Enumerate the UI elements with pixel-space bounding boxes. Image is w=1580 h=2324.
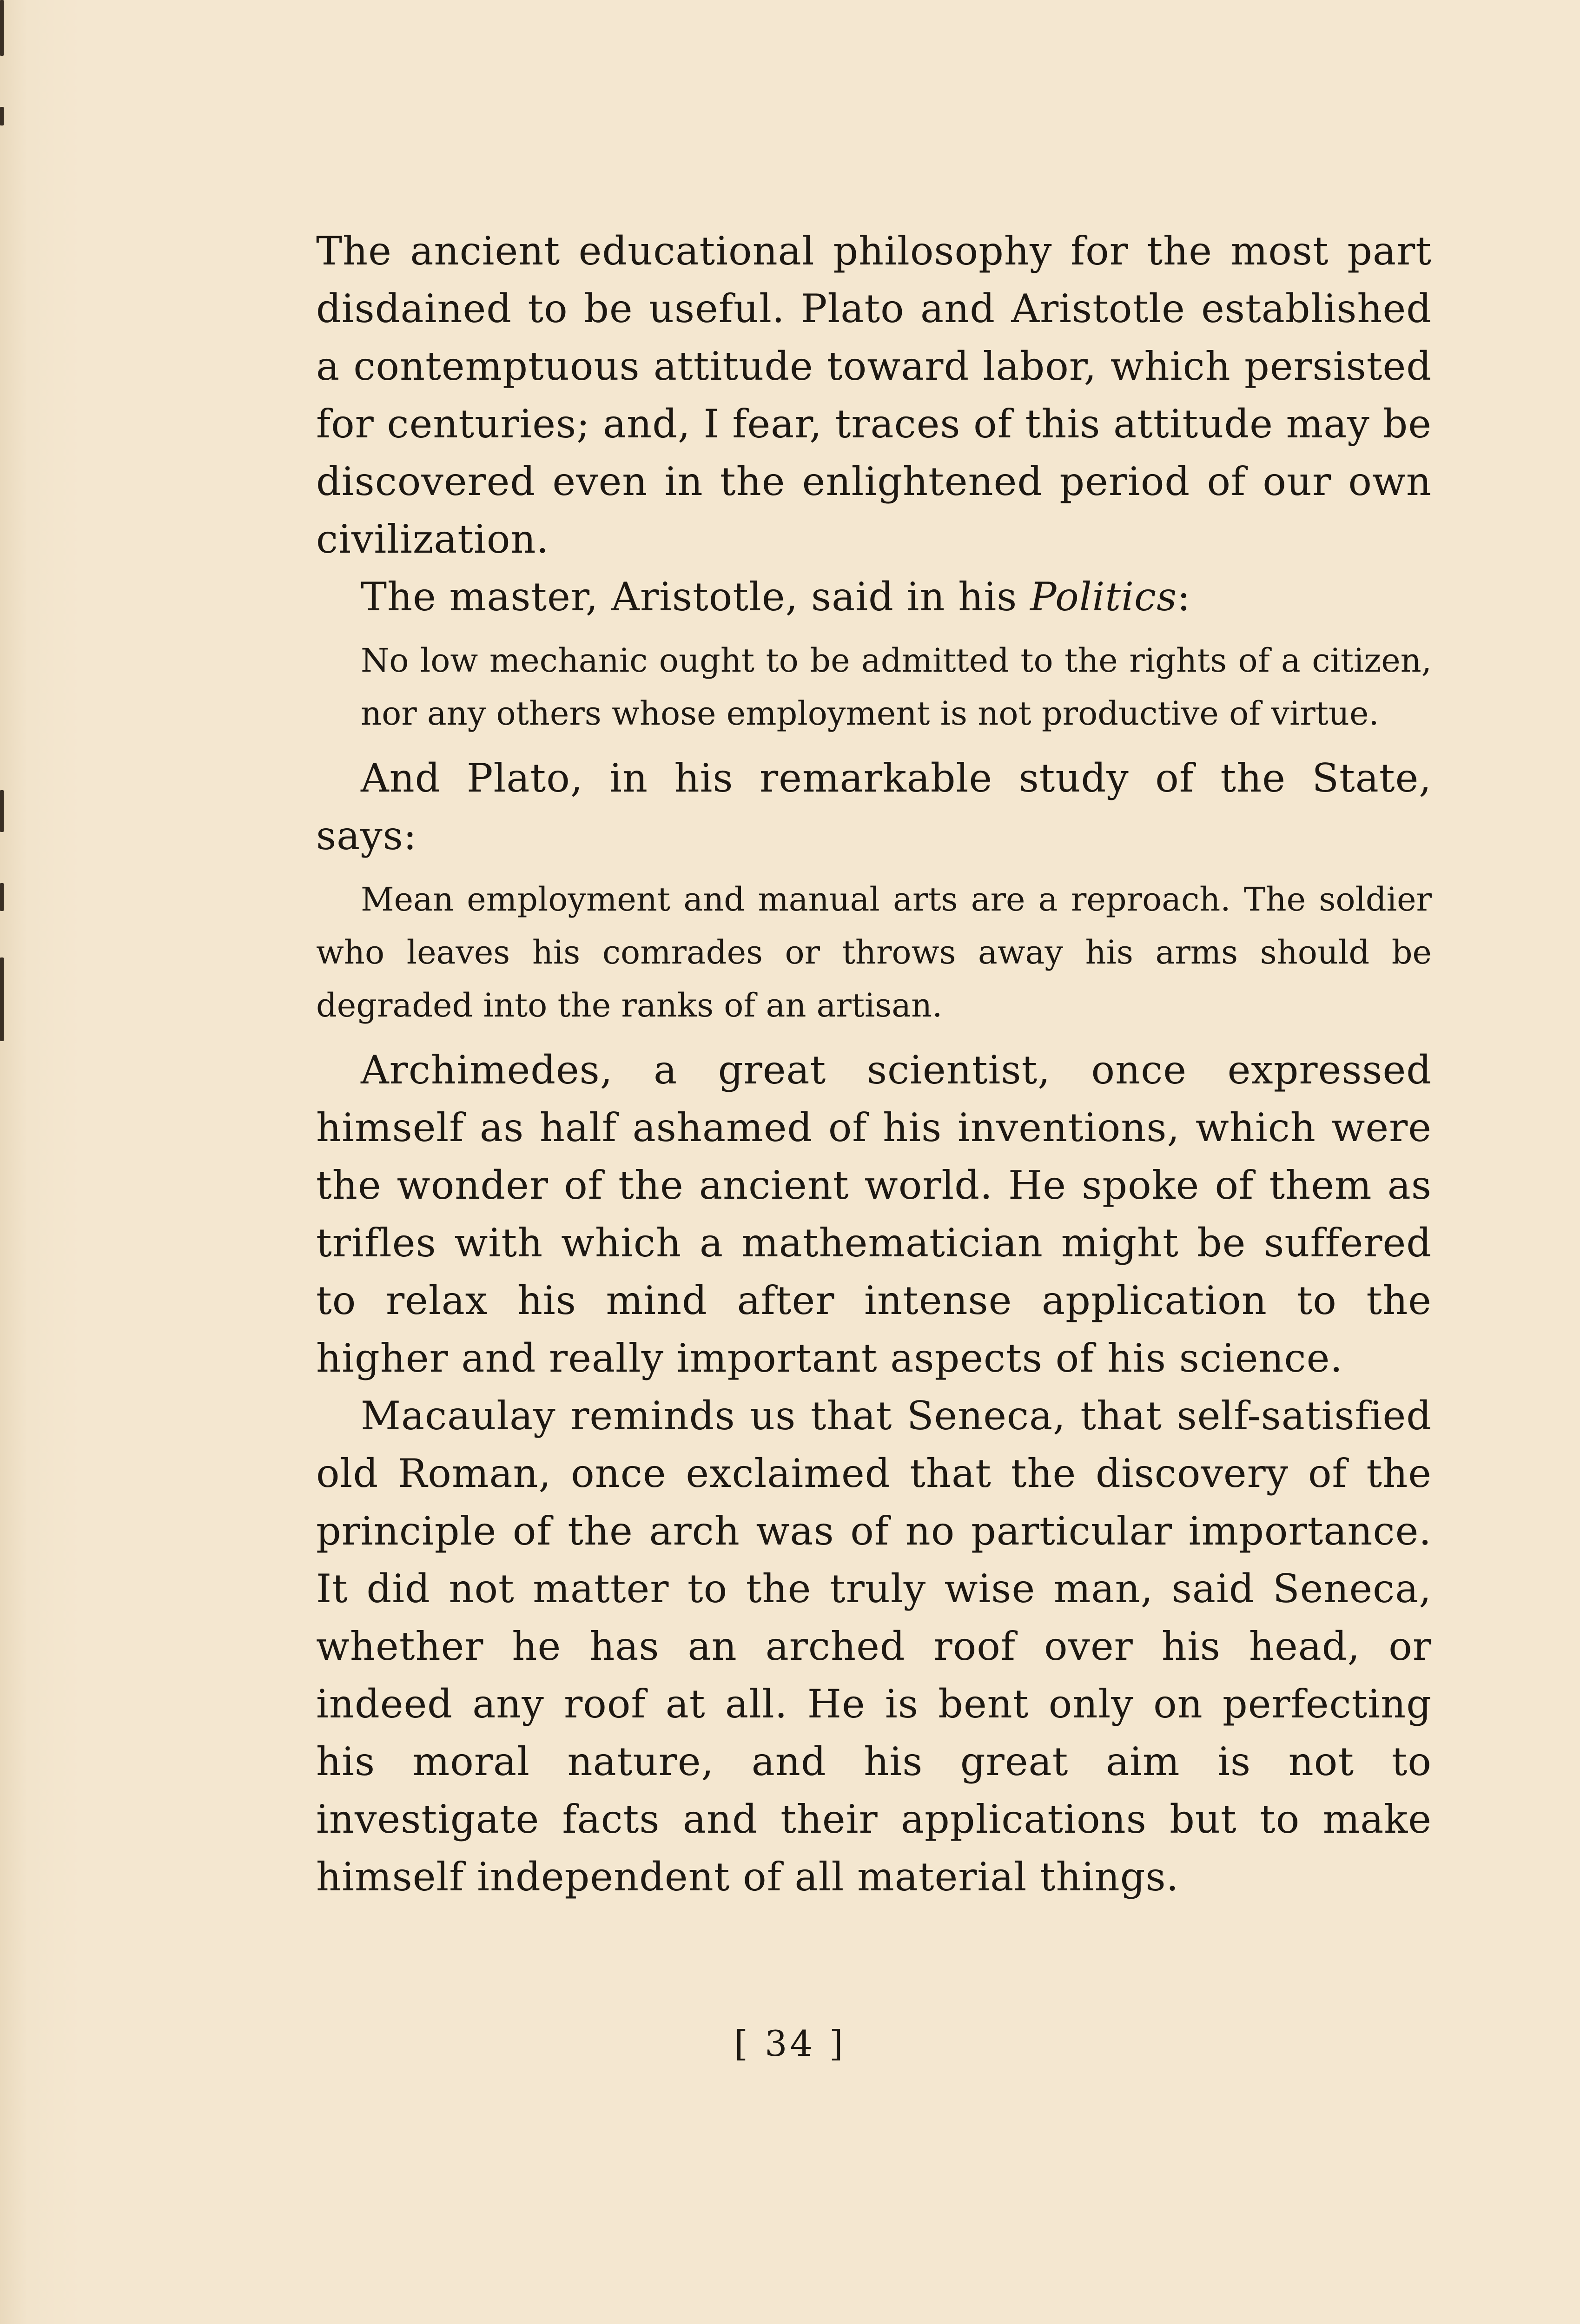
paragraph-plato-intro: And Plato, in his remarkable study of the State, says: bbox=[316, 755, 1432, 858]
page-edge-mark bbox=[0, 0, 4, 56]
aristotle-intro-colon: : bbox=[1177, 574, 1191, 620]
page-number: [ 34 ] bbox=[734, 2023, 846, 2064]
page-edge-mark bbox=[0, 883, 4, 911]
paragraph-archimedes: Archimedes, a great scientist, once expressed himself as half ashamed of his inventions, which were the wonder of the ancient world. He spoke of them as trifles with which a mathematician might be suffered to relax his mind after intense application to the higher and really important aspects of his science. bbox=[316, 1047, 1432, 1381]
plato-quote: Mean employment and manual arts are a reproach. The soldier who leaves his comrades or throws away his arms should be degraded into the ranks of an artisan. bbox=[316, 880, 1432, 1024]
page-edge-mark bbox=[0, 107, 4, 125]
paragraph-aristotle-intro bbox=[316, 568, 1432, 626]
paragraph-seneca: Macaulay reminds us that Seneca, that self-satisfied old Roman, once exclaimed that the discovery of the principle of the arch was of no particular importance. It did not matter to the truly wise man, said Seneca, whether he has an arched roof over his head, or indeed any roof at all. He is bent only on perfecting his moral nature, and his great aim is not to investigate facts and their applications but to make himself independent of all material things. bbox=[316, 1393, 1432, 1900]
page-edge-mark bbox=[0, 790, 4, 832]
aristotle-intro-text: The master, Aristotle, said in his bbox=[361, 574, 1030, 620]
politics-title: Politics bbox=[1030, 574, 1177, 620]
body-text bbox=[316, 222, 1432, 1906]
paragraph-ancient-philosophy: The ancient educational philosophy for the most part disdained to be useful. Plato and Aristotle established a contemptuous attitude toward labor, which persisted for centuries; and, I fear, traces of this attitude may be discovered even in the enlightened period of our own civilization. bbox=[316, 228, 1432, 562]
aristotle-quote: No low mechanic ought to be admitted to the rights of a citizen, nor any others whose employment is not productive of virtue. bbox=[361, 641, 1432, 733]
page-edge-mark bbox=[0, 957, 4, 1041]
